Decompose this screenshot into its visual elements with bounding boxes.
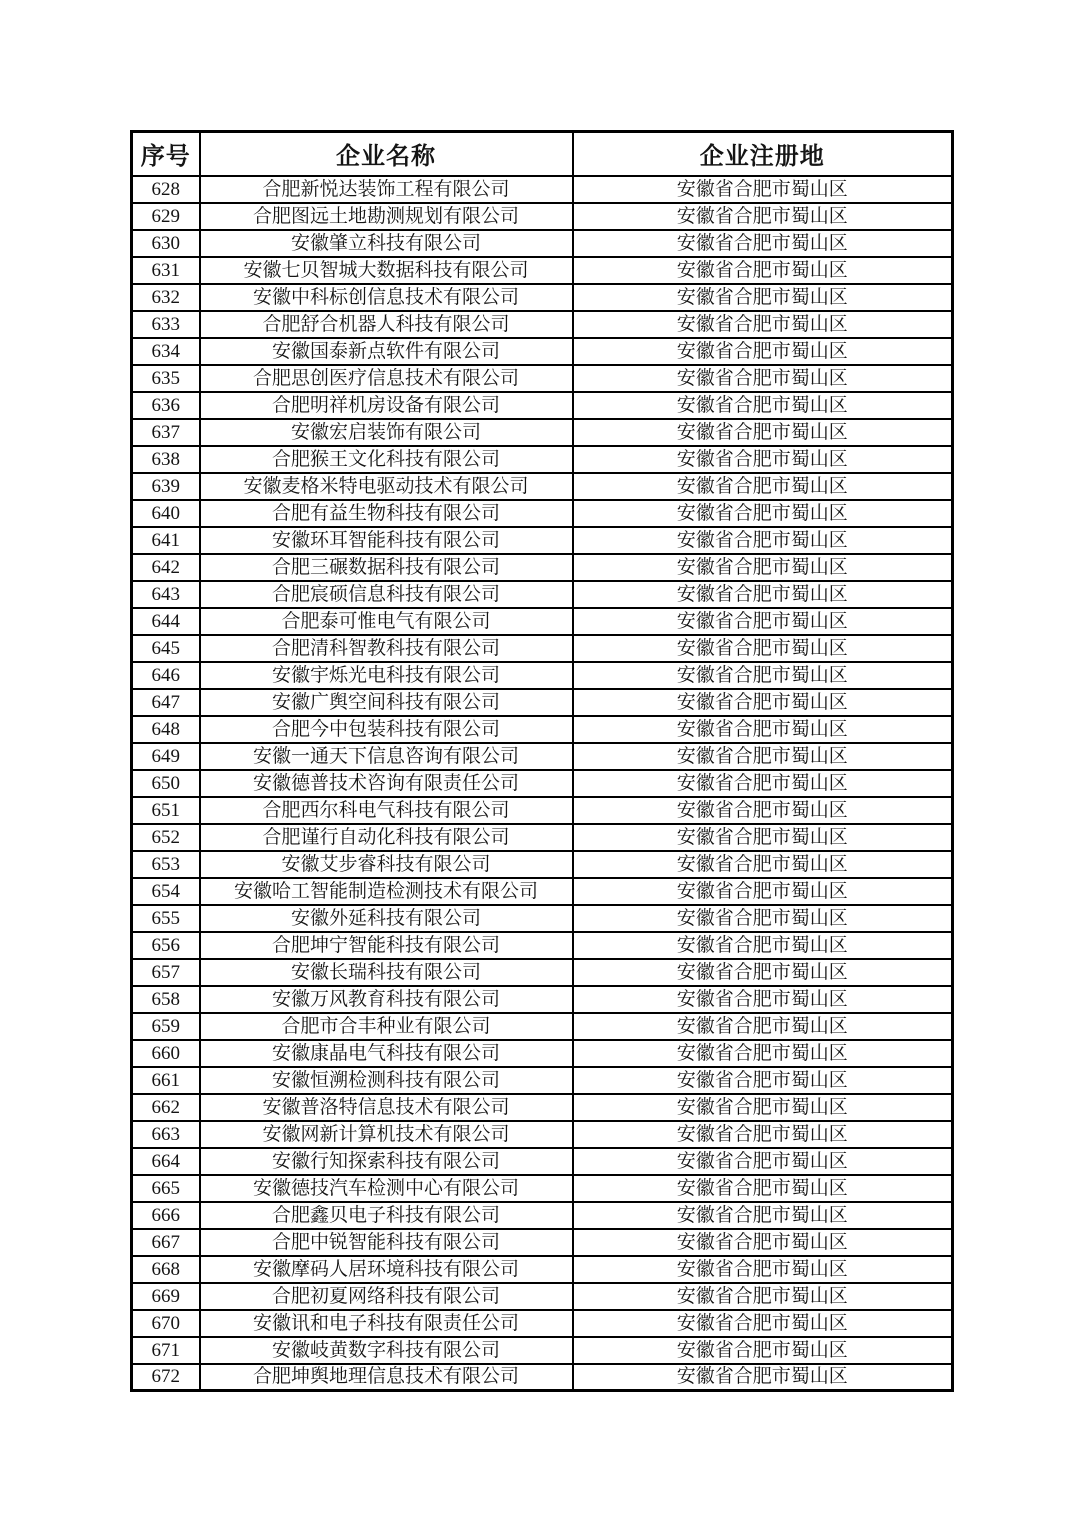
table-body xyxy=(132,176,953,1391)
table-row xyxy=(132,446,953,473)
serial-cell: 650 xyxy=(132,770,200,797)
table-row xyxy=(132,500,953,527)
location-cell: 安徽省合肥市蜀山区 xyxy=(573,1067,953,1094)
table-row xyxy=(132,1310,953,1337)
company-name-cell: 安徽麦格米特电驱动技术有限公司 xyxy=(200,473,573,500)
location-cell: 安徽省合肥市蜀山区 xyxy=(573,1229,953,1256)
location-cell: 安徽省合肥市蜀山区 xyxy=(573,878,953,905)
location-cell: 安徽省合肥市蜀山区 xyxy=(573,365,953,392)
table-row xyxy=(132,554,953,581)
header-row xyxy=(132,132,953,176)
location-cell: 安徽省合肥市蜀山区 xyxy=(573,1202,953,1229)
table-row xyxy=(132,743,953,770)
serial-cell: 633 xyxy=(132,311,200,338)
table-row xyxy=(132,716,953,743)
company-name-cell: 合肥猴王文化科技有限公司 xyxy=(200,446,573,473)
company-name-cell: 安徽普洛特信息技术有限公司 xyxy=(200,1094,573,1121)
serial-cell: 629 xyxy=(132,203,200,230)
company-name-cell: 合肥三碾数据科技有限公司 xyxy=(200,554,573,581)
company-name-cell: 安徽岐黄数字科技有限公司 xyxy=(200,1337,573,1364)
location-cell: 安徽省合肥市蜀山区 xyxy=(573,959,953,986)
location-cell: 安徽省合肥市蜀山区 xyxy=(573,419,953,446)
company-name-cell: 安徽恒溯检测科技有限公司 xyxy=(200,1067,573,1094)
serial-cell: 671 xyxy=(132,1337,200,1364)
company-name-cell: 合肥市合丰种业有限公司 xyxy=(200,1013,573,1040)
company-name-cell: 合肥初夏网络科技有限公司 xyxy=(200,1283,573,1310)
location-cell: 安徽省合肥市蜀山区 xyxy=(573,527,953,554)
location-cell: 安徽省合肥市蜀山区 xyxy=(573,905,953,932)
location-cell: 安徽省合肥市蜀山区 xyxy=(573,797,953,824)
table-row xyxy=(132,1202,953,1229)
serial-cell: 651 xyxy=(132,797,200,824)
serial-cell: 661 xyxy=(132,1067,200,1094)
serial-cell: 643 xyxy=(132,581,200,608)
company-name-cell: 安徽肇立科技有限公司 xyxy=(200,230,573,257)
serial-cell: 631 xyxy=(132,257,200,284)
company-name-cell: 合肥今中包装科技有限公司 xyxy=(200,716,573,743)
company-name-cell: 合肥图远土地勘测规划有限公司 xyxy=(200,203,573,230)
location-cell: 安徽省合肥市蜀山区 xyxy=(573,338,953,365)
table-header xyxy=(132,132,953,176)
company-name-cell: 安徽康晶电气科技有限公司 xyxy=(200,1040,573,1067)
serial-cell: 630 xyxy=(132,230,200,257)
location-cell: 安徽省合肥市蜀山区 xyxy=(573,581,953,608)
company-name-cell: 安徽艾步睿科技有限公司 xyxy=(200,851,573,878)
serial-cell: 646 xyxy=(132,662,200,689)
serial-cell: 667 xyxy=(132,1229,200,1256)
table-row xyxy=(132,1067,953,1094)
serial-cell: 659 xyxy=(132,1013,200,1040)
table-row xyxy=(132,797,953,824)
serial-cell: 645 xyxy=(132,635,200,662)
location-cell: 安徽省合肥市蜀山区 xyxy=(573,1310,953,1337)
company-name-cell: 合肥坤宁智能科技有限公司 xyxy=(200,932,573,959)
serial-cell: 639 xyxy=(132,473,200,500)
location-cell: 安徽省合肥市蜀山区 xyxy=(573,635,953,662)
serial-cell: 640 xyxy=(132,500,200,527)
table-row xyxy=(132,851,953,878)
table-row xyxy=(132,1364,953,1391)
company-name-cell: 合肥坤舆地理信息技术有限公司 xyxy=(200,1364,573,1391)
location-cell: 安徽省合肥市蜀山区 xyxy=(573,176,953,203)
location-cell: 安徽省合肥市蜀山区 xyxy=(573,257,953,284)
location-cell: 安徽省合肥市蜀山区 xyxy=(573,554,953,581)
company-name-cell: 合肥西尔科电气科技有限公司 xyxy=(200,797,573,824)
serial-cell: 638 xyxy=(132,446,200,473)
table-row xyxy=(132,392,953,419)
location-cell: 安徽省合肥市蜀山区 xyxy=(573,1283,953,1310)
location-cell: 安徽省合肥市蜀山区 xyxy=(573,608,953,635)
table-row xyxy=(132,581,953,608)
table-row xyxy=(132,311,953,338)
location-cell: 安徽省合肥市蜀山区 xyxy=(573,1121,953,1148)
company-name-cell: 安徽哈工智能制造检测技术有限公司 xyxy=(200,878,573,905)
location-cell: 安徽省合肥市蜀山区 xyxy=(573,203,953,230)
company-name-cell: 安徽外延科技有限公司 xyxy=(200,905,573,932)
table-row xyxy=(132,1013,953,1040)
table-row xyxy=(132,473,953,500)
table-row xyxy=(132,824,953,851)
location-cell: 安徽省合肥市蜀山区 xyxy=(573,230,953,257)
location-cell: 安徽省合肥市蜀山区 xyxy=(573,284,953,311)
serial-cell: 649 xyxy=(132,743,200,770)
location-cell: 安徽省合肥市蜀山区 xyxy=(573,986,953,1013)
serial-cell: 637 xyxy=(132,419,200,446)
company-name-cell: 合肥思创医疗信息技术有限公司 xyxy=(200,365,573,392)
company-name-cell: 合肥明祥机房设备有限公司 xyxy=(200,392,573,419)
table-row xyxy=(132,986,953,1013)
table-row xyxy=(132,176,953,203)
table-row xyxy=(132,203,953,230)
company-name-cell: 合肥宸硕信息科技有限公司 xyxy=(200,581,573,608)
location-cell: 安徽省合肥市蜀山区 xyxy=(573,824,953,851)
location-cell: 安徽省合肥市蜀山区 xyxy=(573,311,953,338)
table-row xyxy=(132,230,953,257)
location-cell: 安徽省合肥市蜀山区 xyxy=(573,446,953,473)
company-name-cell: 安徽广舆空间科技有限公司 xyxy=(200,689,573,716)
table-row xyxy=(132,689,953,716)
serial-cell: 652 xyxy=(132,824,200,851)
company-name-cell: 合肥鑫贝电子科技有限公司 xyxy=(200,1202,573,1229)
table-row xyxy=(132,338,953,365)
company-name-cell: 安徽德普技术咨询有限责任公司 xyxy=(200,770,573,797)
serial-cell: 657 xyxy=(132,959,200,986)
table-row xyxy=(132,1121,953,1148)
company-registry-table xyxy=(130,130,954,1392)
table-row xyxy=(132,257,953,284)
table-row xyxy=(132,959,953,986)
company-name-cell: 合肥谨行自动化科技有限公司 xyxy=(200,824,573,851)
location-cell: 安徽省合肥市蜀山区 xyxy=(573,1148,953,1175)
location-cell: 安徽省合肥市蜀山区 xyxy=(573,1175,953,1202)
company-name-cell: 安徽讯和电子科技有限责任公司 xyxy=(200,1310,573,1337)
serial-cell: 647 xyxy=(132,689,200,716)
location-cell: 安徽省合肥市蜀山区 xyxy=(573,1256,953,1283)
serial-cell: 668 xyxy=(132,1256,200,1283)
company-name-cell: 安徽长瑞科技有限公司 xyxy=(200,959,573,986)
location-cell: 安徽省合肥市蜀山区 xyxy=(573,689,953,716)
company-name-cell: 安徽宏启装饰有限公司 xyxy=(200,419,573,446)
company-name-cell: 安徽七贝智城大数据科技有限公司 xyxy=(200,257,573,284)
company-name-cell: 安徽德技汽车检测中心有限公司 xyxy=(200,1175,573,1202)
table-row xyxy=(132,365,953,392)
serial-cell: 663 xyxy=(132,1121,200,1148)
table-row xyxy=(132,932,953,959)
location-cell: 安徽省合肥市蜀山区 xyxy=(573,743,953,770)
location-cell: 安徽省合肥市蜀山区 xyxy=(573,851,953,878)
table-row xyxy=(132,635,953,662)
location-cell: 安徽省合肥市蜀山区 xyxy=(573,932,953,959)
serial-cell: 660 xyxy=(132,1040,200,1067)
column-header-registration-place: 企业注册地 xyxy=(573,132,953,176)
table-row xyxy=(132,1094,953,1121)
location-cell: 安徽省合肥市蜀山区 xyxy=(573,392,953,419)
table-row xyxy=(132,1229,953,1256)
serial-cell: 653 xyxy=(132,851,200,878)
table-row xyxy=(132,419,953,446)
table-row xyxy=(132,1175,953,1202)
serial-cell: 636 xyxy=(132,392,200,419)
table-row xyxy=(132,1256,953,1283)
serial-cell: 655 xyxy=(132,905,200,932)
location-cell: 安徽省合肥市蜀山区 xyxy=(573,1040,953,1067)
company-name-cell: 安徽行知探索科技有限公司 xyxy=(200,1148,573,1175)
serial-cell: 644 xyxy=(132,608,200,635)
table-row xyxy=(132,662,953,689)
serial-cell: 635 xyxy=(132,365,200,392)
table-row xyxy=(132,1283,953,1310)
company-name-cell: 安徽网新计算机技术有限公司 xyxy=(200,1121,573,1148)
location-cell: 安徽省合肥市蜀山区 xyxy=(573,770,953,797)
company-name-cell: 合肥舒合机器人科技有限公司 xyxy=(200,311,573,338)
table-row xyxy=(132,1040,953,1067)
serial-cell: 666 xyxy=(132,1202,200,1229)
column-header-serial: 序号 xyxy=(132,132,200,176)
serial-cell: 632 xyxy=(132,284,200,311)
table-row xyxy=(132,905,953,932)
company-name-cell: 安徽摩码人居环境科技有限公司 xyxy=(200,1256,573,1283)
serial-cell: 658 xyxy=(132,986,200,1013)
company-name-cell: 合肥泰可惟电气有限公司 xyxy=(200,608,573,635)
table-row xyxy=(132,527,953,554)
location-cell: 安徽省合肥市蜀山区 xyxy=(573,473,953,500)
serial-cell: 642 xyxy=(132,554,200,581)
location-cell: 安徽省合肥市蜀山区 xyxy=(573,716,953,743)
location-cell: 安徽省合肥市蜀山区 xyxy=(573,1337,953,1364)
serial-cell: 670 xyxy=(132,1310,200,1337)
table-row xyxy=(132,770,953,797)
table-row xyxy=(132,284,953,311)
company-name-cell: 安徽一通天下信息咨询有限公司 xyxy=(200,743,573,770)
table-row xyxy=(132,1148,953,1175)
serial-cell: 634 xyxy=(132,338,200,365)
company-name-cell: 安徽国泰新点软件有限公司 xyxy=(200,338,573,365)
company-name-cell: 安徽中科标创信息技术有限公司 xyxy=(200,284,573,311)
serial-cell: 641 xyxy=(132,527,200,554)
company-name-cell: 合肥清科智教科技有限公司 xyxy=(200,635,573,662)
location-cell: 安徽省合肥市蜀山区 xyxy=(573,1094,953,1121)
location-cell: 安徽省合肥市蜀山区 xyxy=(573,500,953,527)
serial-cell: 648 xyxy=(132,716,200,743)
serial-cell: 662 xyxy=(132,1094,200,1121)
location-cell: 安徽省合肥市蜀山区 xyxy=(573,1013,953,1040)
table-row xyxy=(132,878,953,905)
location-cell: 安徽省合肥市蜀山区 xyxy=(573,1364,953,1391)
company-name-cell: 合肥新悦达装饰工程有限公司 xyxy=(200,176,573,203)
column-header-company-name: 企业名称 xyxy=(200,132,573,176)
serial-cell: 656 xyxy=(132,932,200,959)
serial-cell: 654 xyxy=(132,878,200,905)
table-row xyxy=(132,1337,953,1364)
serial-cell: 669 xyxy=(132,1283,200,1310)
company-name-cell: 安徽万风教育科技有限公司 xyxy=(200,986,573,1013)
company-name-cell: 安徽环耳智能科技有限公司 xyxy=(200,527,573,554)
serial-cell: 628 xyxy=(132,176,200,203)
serial-cell: 665 xyxy=(132,1175,200,1202)
serial-cell: 664 xyxy=(132,1148,200,1175)
company-name-cell: 安徽宇烁光电科技有限公司 xyxy=(200,662,573,689)
company-name-cell: 合肥有益生物科技有限公司 xyxy=(200,500,573,527)
serial-cell: 672 xyxy=(132,1364,200,1391)
location-cell: 安徽省合肥市蜀山区 xyxy=(573,662,953,689)
company-name-cell: 合肥中锐智能科技有限公司 xyxy=(200,1229,573,1256)
table-row xyxy=(132,608,953,635)
